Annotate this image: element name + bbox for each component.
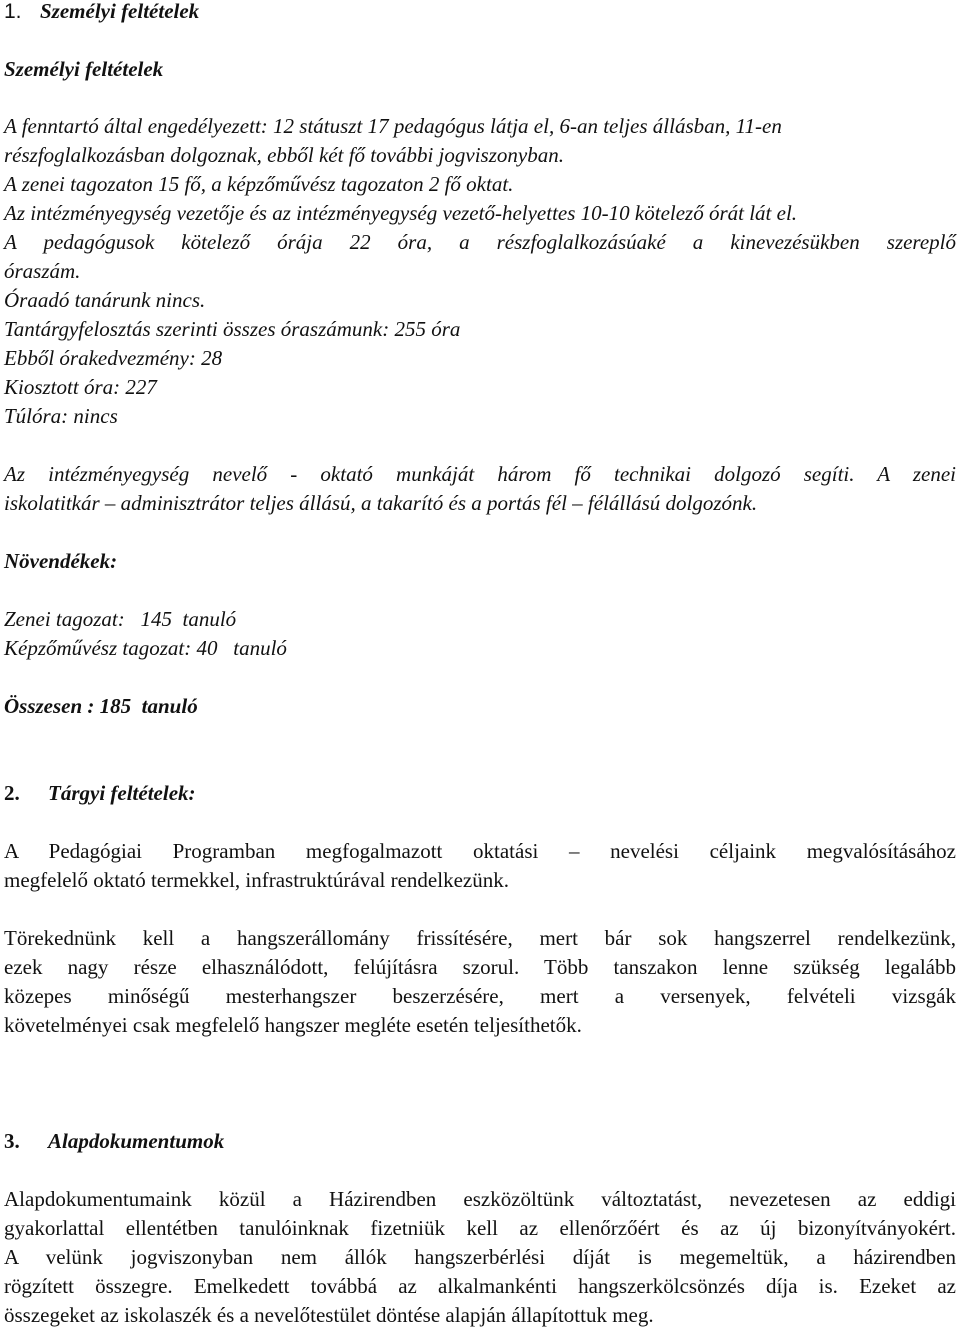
staff-line-4: Az intézményegység vezetője és az intézményegység vezető-helyettes 10-10 kötelező órát lát el. [4, 201, 798, 225]
equipment-para-2-line-2: ezek nagy része elhasználódott, felújításra szorul. Több tanszakon lenne szükség legalább [4, 955, 956, 979]
section-1-number: 1. [4, 0, 22, 23]
section-1-title: Személyi feltételek [40, 0, 200, 23]
staff-line-3: A zenei tagozaton 15 fő, a képzőművész tagozaton 2 fő oktat. [4, 172, 514, 196]
staff-line-8: Tantárgyfelosztás szerinti összes óraszámunk: 255 óra [4, 317, 461, 341]
equipment-para-1-line-2: megfelelő oktató termekkel, infrastruktúrával rendelkezünk. [4, 868, 509, 892]
section-2-number: 2. [4, 781, 20, 805]
staff-line-5: A pedagógusok kötelező órája 22 óra, a részfoglalkozásúaké a kinevezésükben szereplő [4, 230, 956, 254]
students-total: Összesen : 185 tanuló [4, 694, 198, 718]
section-2-title: Tárgyi feltételek: [48, 781, 196, 805]
staff-line-1: A fenntartó által engedélyezett: 12 státuszt 17 pedagógus látja el, 6-an teljes állásban, 11-en [4, 114, 782, 138]
documents-line-2: gyakorlattal ellentétben tanulóinknak fizetniük kell az ellenőrzőért és az új bizonyítványokért. [4, 1216, 956, 1240]
section-2-heading [4, 783, 196, 804]
staff-line-6: óraszám. [4, 259, 81, 283]
technical-staff-line-1: Az intézményegység nevelő - oktató munkáját három fő technikai dolgozó segíti. A zenei [4, 462, 956, 486]
staff-line-9: Ebből órakedvezmény: 28 [4, 346, 223, 370]
section-1-heading [4, 1, 199, 22]
equipment-para-1-line-1: A Pedagógiai Programban megfogalmazott oktatási – nevelési céljaink megvalósításához [4, 839, 956, 863]
staff-line-10: Kiosztott óra: 227 [4, 375, 157, 399]
section-1-subheading: Személyi feltételek [4, 57, 164, 81]
documents-line-1: Alapdokumentumaink közül a Házirendben eszközöltünk változtatást, nevezetesen az eddigi [4, 1187, 956, 1211]
staff-line-11: Túlóra: nincs [4, 404, 118, 428]
equipment-para-2-line-1: Törekednünk kell a hangszerállomány frissítésére, mert bár sok hangszerrel rendelkezünk, [4, 926, 956, 950]
section-3-heading [4, 1131, 224, 1152]
section-3-number: 3. [4, 1129, 20, 1153]
technical-staff-line-2: iskolatitkár – adminisztrátor teljes állású, a takarító és a portás fél – félállású dolgozónk. [4, 491, 758, 515]
documents-line-5: összegeket az iskolaszék és a nevelőtestület döntése alapján állapítottuk meg. [4, 1303, 654, 1327]
students-heading: Növendékek: [4, 549, 118, 573]
students-art: Képzőművész tagozat: 40 tanuló [4, 636, 287, 660]
section-3-title: Alapdokumentumok [48, 1129, 225, 1153]
staff-line-2: részfoglalkozásban dolgoznak, ebből két fő további jogviszonyban. [4, 143, 564, 167]
equipment-para-2-line-4: követelményei csak megfelelő hangszer megléte esetén teljesíthetők. [4, 1013, 582, 1037]
documents-line-3: A velünk jogviszonyban nem állók hangszerbérlési díját is megemeltük, a házirendben [4, 1245, 956, 1269]
equipment-para-2-line-3: közepes minőségű mesterhangszer beszerzésére, mert a versenyek, felvételi vizsgák [4, 984, 956, 1008]
documents-line-4: rögzített összegre. Emelkedett továbbá az alkalmankénti hangszerkölcsönzés díja is. Ezeket az [4, 1274, 956, 1298]
students-music: Zenei tagozat: 145 tanuló [4, 607, 237, 631]
staff-line-7: Óraadó tanárunk nincs. [4, 288, 206, 312]
